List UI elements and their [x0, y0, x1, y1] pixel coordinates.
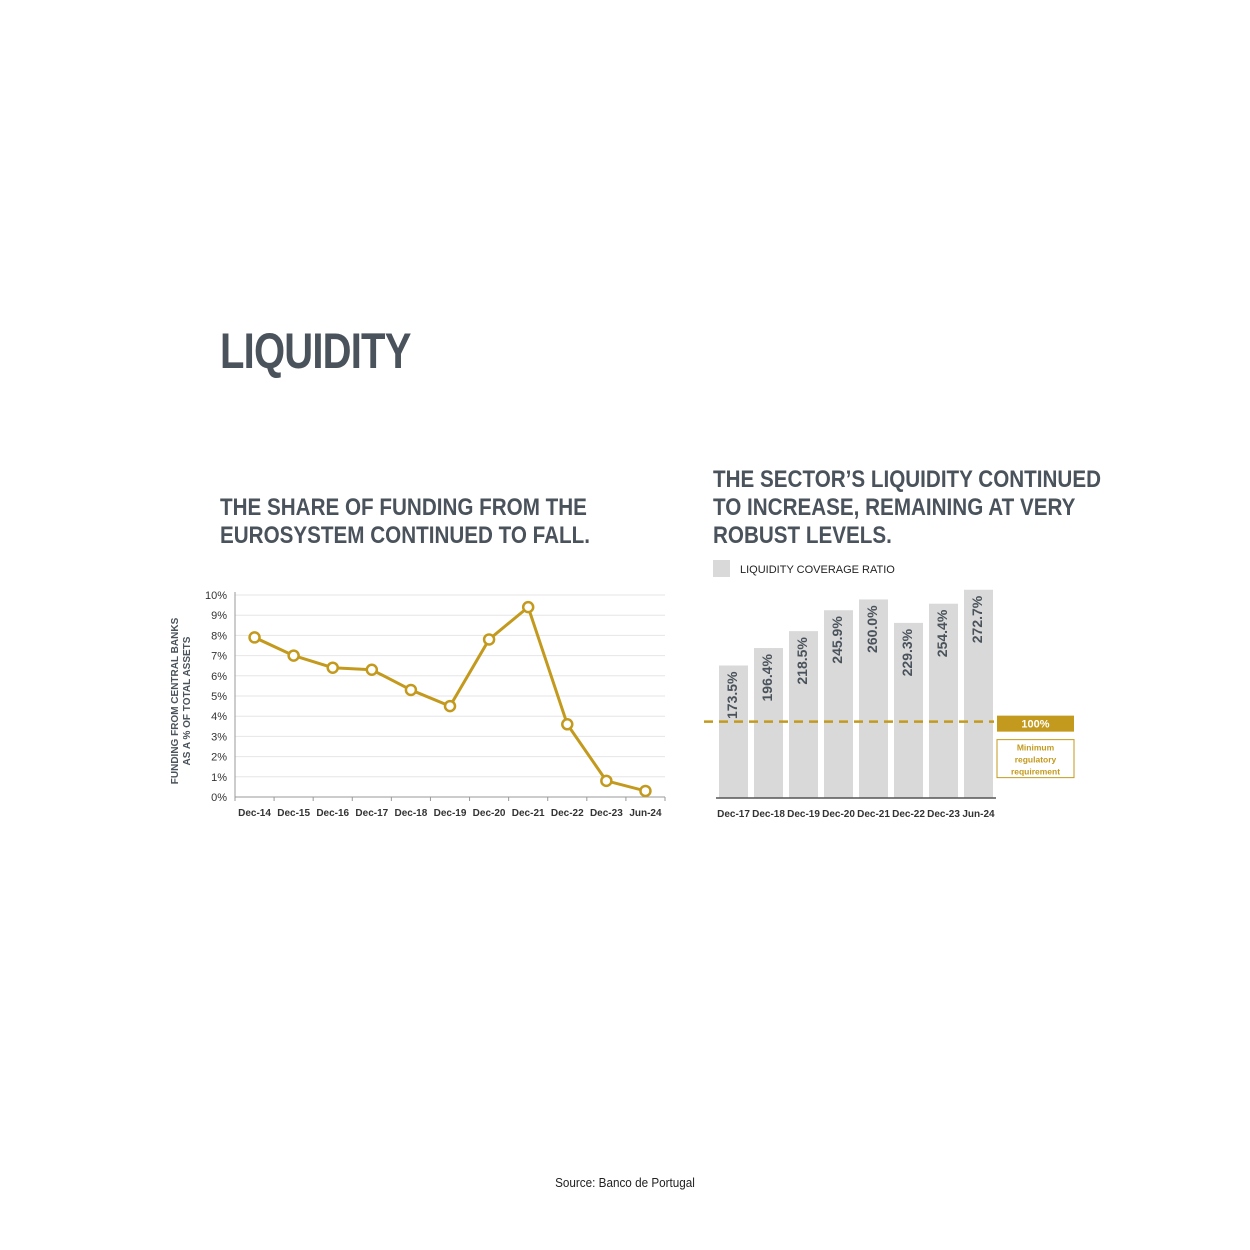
y-tick-label: 8% [211, 630, 227, 643]
funding-chart-title-line: THE SHARE OF FUNDING FROM THE [220, 494, 587, 521]
x-tick-label: Dec-18 [752, 809, 785, 820]
x-tick-label: Dec-21 [857, 809, 890, 820]
reference-label: 100% [1021, 718, 1050, 731]
legend-swatch [713, 560, 730, 577]
data-point [601, 776, 611, 786]
y-tick-label: 5% [211, 691, 227, 703]
bar-value-label: 196.4% [759, 654, 776, 702]
data-point [289, 651, 299, 661]
y-tick-label: 9% [211, 610, 227, 623]
x-tick-label: Dec-16 [316, 808, 350, 819]
data-point [523, 602, 533, 612]
lcr-chart-title-line: THE SECTOR’S LIQUIDITY CONTINUED [713, 466, 1101, 493]
x-tick-label: Jun-24 [629, 808, 662, 819]
bar-value-label: 245.9% [829, 616, 846, 664]
x-tick-label: Dec-23 [927, 809, 960, 820]
data-point [367, 665, 377, 675]
lcr-chart-title [713, 466, 1101, 550]
y-axis-label-line: AS A % OF TOTAL ASSETS [182, 636, 193, 766]
x-tick-label: Dec-20 [472, 808, 506, 819]
x-tick-label: Dec-21 [511, 808, 545, 819]
x-tick-label: Dec-22 [550, 808, 584, 819]
y-tick-label: 6% [211, 670, 227, 683]
x-tick-label: Dec-15 [277, 808, 311, 819]
reference-note-line: Minimum [1016, 742, 1055, 753]
reference-note-line: regulatory [1014, 754, 1057, 765]
y-tick-label: 7% [211, 650, 227, 663]
bar-value-label: 229.3% [899, 628, 916, 677]
funding-chart-title [220, 494, 590, 550]
data-point [328, 663, 338, 673]
series-line [255, 607, 646, 791]
y-tick-label: 1% [211, 771, 227, 784]
data-point [250, 632, 260, 642]
y-tick-label: 2% [211, 751, 227, 764]
data-point [640, 786, 650, 796]
page-title: LIQUIDITY [220, 323, 411, 379]
x-tick-label: Dec-17 [355, 808, 389, 819]
data-point [445, 701, 455, 711]
y-tick-label: 10% [204, 590, 227, 602]
y-tick-label: 0% [211, 792, 227, 804]
lcr-chart-title-line: ROBUST LEVELS. [713, 522, 892, 549]
lcr-bar-chart [700, 555, 1090, 830]
x-tick-label: Dec-20 [822, 809, 855, 820]
x-tick-label: Dec-19 [787, 809, 820, 820]
bar-value-label: 218.5% [794, 637, 811, 685]
lcr-chart-title-line: TO INCREASE, REMAINING AT VERY [713, 494, 1076, 521]
bar-value-label: 254.4% [934, 609, 951, 658]
y-axis-label-line: FUNDING FROM CENTRAL BANKS [170, 617, 181, 785]
x-tick-label: Dec-14 [238, 808, 271, 819]
x-tick-label: Jun-24 [962, 809, 995, 820]
reference-note-line: requirement [1010, 766, 1061, 777]
x-tick-label: Dec-17 [717, 809, 750, 820]
funding-line-chart [160, 580, 680, 830]
data-point [562, 719, 572, 729]
x-tick-label: Dec-22 [892, 809, 925, 820]
bar-value-label: 173.5% [724, 671, 741, 719]
x-tick-label: Dec-23 [589, 808, 623, 819]
bar-value-label: 272.7% [969, 595, 986, 644]
data-point [406, 685, 416, 695]
y-tick-label: 4% [211, 711, 227, 724]
legend-label: LIQUIDITY COVERAGE RATIO [740, 564, 895, 576]
x-tick-label: Dec-18 [394, 808, 428, 819]
x-tick-label: Dec-19 [433, 808, 467, 819]
funding-chart-title-line: EUROSYSTEM CONTINUED TO FALL. [220, 522, 591, 549]
y-axis-label [170, 617, 193, 784]
y-tick-label: 3% [211, 731, 227, 744]
data-point [484, 634, 494, 644]
source-note: Source: Banco de Portugal [555, 1175, 695, 1190]
bar-value-label: 260.0% [864, 605, 881, 653]
